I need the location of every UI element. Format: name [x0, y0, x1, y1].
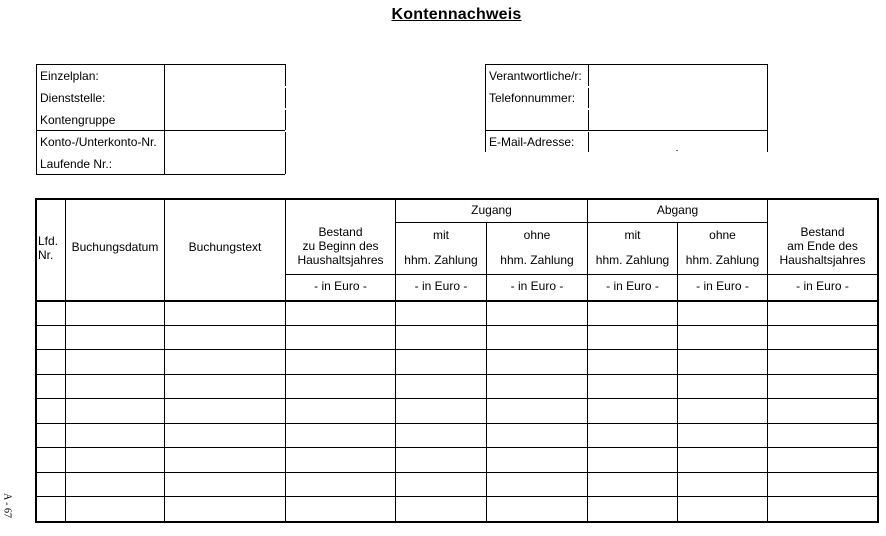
header-zugang-ohne-hhm: hhm. Zahlung [500, 253, 574, 267]
page-side-note: A - 67 [1, 493, 13, 518]
table-cell[interactable] [66, 326, 164, 349]
header-bestand-beginn: Bestand zu Beginn des Haushaltsjahres [297, 225, 384, 267]
header-buchungstext: Buchungstext [188, 240, 262, 254]
table-cell[interactable] [165, 448, 285, 472]
table-cell[interactable] [165, 424, 285, 447]
table-cell[interactable] [768, 375, 877, 398]
table-cell[interactable] [36, 326, 65, 349]
table-cell[interactable] [588, 301, 677, 325]
table-cell[interactable] [396, 301, 486, 325]
header-zugang-mit-hhm: hhm. Zahlung [404, 253, 478, 267]
table-cell[interactable] [487, 473, 587, 496]
table-cell[interactable] [768, 497, 877, 520]
table-cell[interactable] [36, 448, 65, 472]
email-input[interactable] [590, 132, 766, 152]
table-cell[interactable] [678, 326, 767, 349]
table-cell[interactable] [487, 448, 587, 472]
table-cell[interactable] [66, 448, 164, 472]
table-cell[interactable] [165, 375, 285, 398]
unit-bestand-beginn: - in Euro - [314, 279, 367, 293]
field-label-kontengruppe: Kontengruppe [40, 113, 116, 127]
table-cell[interactable] [768, 424, 877, 447]
table-cell[interactable] [286, 473, 395, 496]
table-cell[interactable] [678, 473, 767, 496]
table-cell[interactable] [678, 375, 767, 398]
table-cell[interactable] [588, 497, 677, 520]
table-cell[interactable] [66, 301, 164, 325]
table-cell[interactable] [165, 326, 285, 349]
header-group-abgang: Abgang [656, 203, 699, 217]
table-cell[interactable] [165, 473, 285, 496]
unit-abgang-ohne: - in Euro - [696, 279, 749, 293]
field-label-email: E-Mail-Adresse: [489, 135, 575, 149]
verantwortliche-input[interactable] [590, 66, 766, 86]
table-cell[interactable] [487, 326, 587, 349]
table-cell[interactable] [286, 448, 395, 472]
telefonnummer-input[interactable] [590, 88, 766, 108]
table-cell[interactable] [165, 497, 285, 520]
table-cell[interactable] [286, 350, 395, 374]
unit-zugang-ohne: - in Euro - [510, 279, 564, 293]
table-cell[interactable] [588, 448, 677, 472]
extra-contact-input[interactable] [590, 110, 766, 130]
field-label-dienststelle: Dienststelle: [40, 91, 106, 105]
kontengruppe-input[interactable] [166, 110, 284, 130]
table-cell[interactable] [36, 473, 65, 496]
field-label-telefonnummer: Telefonnummer: [489, 91, 576, 105]
table-cell[interactable] [396, 424, 486, 447]
table-cell[interactable] [66, 375, 164, 398]
table-cell[interactable] [66, 350, 164, 374]
field-label-laufende-nr: Laufende Nr.: [40, 157, 113, 171]
header-bestand-ende: Bestand am Ende des Haushaltsjahres [779, 225, 866, 267]
table-cell[interactable] [36, 399, 65, 423]
header-abgang-ohne: ohne [709, 228, 736, 242]
table-cell[interactable] [768, 473, 877, 496]
table-cell[interactable] [286, 301, 395, 325]
table-cell[interactable] [66, 424, 164, 447]
einzelplan-input[interactable] [166, 66, 284, 86]
header-group-zugang: Zugang [471, 203, 512, 217]
table-cell[interactable] [165, 301, 285, 325]
table-cell[interactable] [588, 350, 677, 374]
header-zugang-mit: mit [433, 228, 449, 242]
table-cell[interactable] [768, 326, 877, 349]
header-abgang-mit-hhm: hhm. Zahlung [595, 253, 670, 267]
table-cell[interactable] [768, 399, 877, 423]
table-cell[interactable] [487, 424, 587, 447]
table-cell[interactable] [396, 497, 486, 520]
table-cell[interactable] [36, 497, 65, 520]
form-title: Kontennachweis [391, 6, 522, 23]
table-cell[interactable] [286, 399, 395, 423]
table-cell[interactable] [588, 375, 677, 398]
table-cell[interactable] [165, 399, 285, 423]
table-cell[interactable] [678, 424, 767, 447]
table-cell[interactable] [588, 326, 677, 349]
table-cell[interactable] [678, 350, 767, 374]
header-lfd-nr: Lfd. Nr. [38, 234, 59, 262]
stray-mark [676, 150, 678, 151]
table-cell[interactable] [768, 448, 877, 472]
header-abgang-mit: mit [624, 228, 641, 242]
table-cell[interactable] [487, 399, 587, 423]
table-cell[interactable] [487, 497, 587, 520]
laufende-nr-input[interactable] [166, 154, 284, 174]
table-cell[interactable] [396, 350, 486, 374]
table-cell[interactable] [165, 350, 285, 374]
table-cell[interactable] [36, 301, 65, 325]
table-cell[interactable] [487, 350, 587, 374]
table-cell[interactable] [588, 473, 677, 496]
unit-zugang-mit: - in Euro - [414, 279, 468, 293]
table-cell[interactable] [286, 424, 395, 447]
table-cell[interactable] [678, 399, 767, 423]
table-cell[interactable] [588, 399, 677, 423]
table-cell[interactable] [588, 424, 677, 447]
unit-abgang-mit: - in Euro - [606, 279, 659, 293]
konto-nr-input[interactable] [166, 132, 284, 152]
table-cell[interactable] [396, 326, 486, 349]
field-label-verantwortliche: Verantwortliche/r: [489, 69, 582, 83]
table-cell[interactable] [768, 301, 877, 325]
table-cell[interactable] [286, 375, 395, 398]
table-cell[interactable] [396, 375, 486, 398]
table-cell[interactable] [36, 375, 65, 398]
table-cell[interactable] [487, 301, 587, 325]
table-cell[interactable] [678, 301, 767, 325]
table-cell[interactable] [768, 350, 877, 374]
table-cell[interactable] [36, 424, 65, 447]
table-cell[interactable] [286, 326, 395, 349]
header-abgang-ohne-hhm: hhm. Zahlung [685, 253, 760, 267]
field-label-einzelplan: Einzelplan: [40, 69, 99, 83]
header-buchungsdatum: Buchungsdatum [71, 240, 159, 254]
field-label-konto-nr: Konto-/Unterkonto-Nr. [40, 135, 157, 149]
table-cell[interactable] [396, 399, 486, 423]
table-cell[interactable] [66, 399, 164, 423]
header-zugang-ohne: ohne [523, 228, 551, 242]
table-cell[interactable] [678, 497, 767, 520]
table-cell[interactable] [678, 448, 767, 472]
table-cell[interactable] [396, 473, 486, 496]
table-cell[interactable] [36, 350, 65, 374]
dienststelle-input[interactable] [166, 88, 284, 108]
table-cell[interactable] [66, 497, 164, 520]
table-cell[interactable] [286, 497, 395, 520]
unit-bestand-ende: - in Euro - [796, 279, 849, 293]
table-cell[interactable] [66, 473, 164, 496]
table-cell[interactable] [396, 448, 486, 472]
table-cell[interactable] [487, 375, 587, 398]
